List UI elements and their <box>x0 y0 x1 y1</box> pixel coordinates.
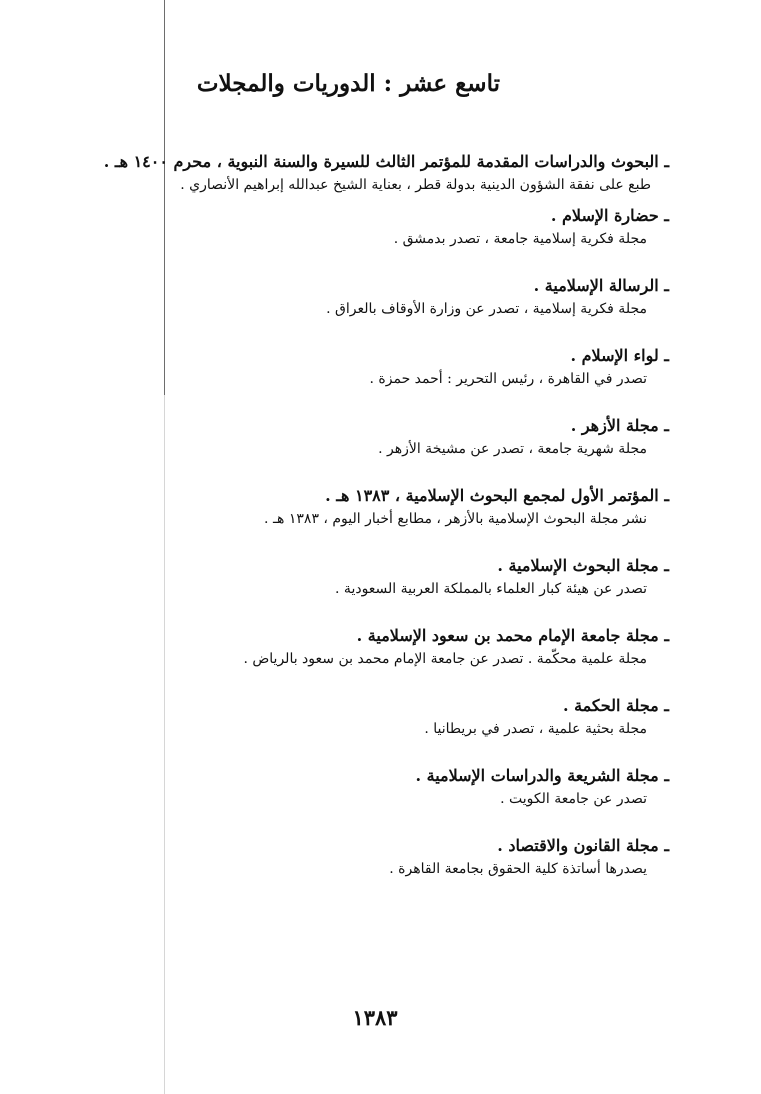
entry-heading: ـ حضارة الإسلام . <box>550 206 669 225</box>
entry-heading: ـ البحوث والدراسات المقدمة للمؤتمر الثالث للسيرة والسنة النبوية ، محرم ١٤٠٠ هـ . <box>103 152 669 171</box>
list-item <box>129 484 669 530</box>
entry-description: مجلة بحثية علمية ، تصدر في بريطانيا . <box>424 721 647 737</box>
list-item <box>129 624 669 670</box>
entry-heading: ـ مجلة الشريعة والدراسات الإسلامية . <box>415 766 669 785</box>
list-item <box>103 150 669 196</box>
list-item <box>129 764 669 810</box>
list-item <box>129 694 669 740</box>
list-item <box>129 414 669 460</box>
entry-description: مجلة شهرية جامعة ، تصدر عن مشيخة الأزهر . <box>378 441 647 457</box>
list-item <box>129 834 669 880</box>
entry-description: يصدرها أساتذة كلية الحقوق بجامعة القاهرة . <box>389 861 647 877</box>
entry-description: مجلة فكرية إسلامية ، تصدر عن وزارة الأوقاف بالعراق . <box>326 301 647 317</box>
entry-description: طبع على نفقة الشؤون الدينية بدولة قطر ، بعناية الشيخ عبدالله إبراهيم الأنصاري . <box>180 177 651 193</box>
entry-description: مجلة علمية محكّمة . تصدر عن جامعة الإمام محمد بن سعود بالرياض . <box>243 651 647 667</box>
entry-heading: ـ مجلة جامعة الإمام محمد بن سعود الإسلامية . <box>356 626 669 645</box>
entry-heading: ـ لواء الإسلام . <box>570 346 669 365</box>
entry-heading: ـ مجلة الحكمة . <box>562 696 669 715</box>
entry-heading: ـ مجلة الأزهر . <box>570 416 669 435</box>
entry-heading: ـ المؤتمر الأول لمجمع البحوث الإسلامية ، ١٣٨٣ هـ . <box>325 486 669 505</box>
periodicals-list <box>103 150 669 904</box>
entry-description: تصدر في القاهرة ، رئيس التحرير : أحمد حمزة . <box>369 371 647 387</box>
entry-description: مجلة فكرية إسلامية جامعة ، تصدر بدمشق . <box>393 231 647 247</box>
list-item <box>129 204 669 250</box>
entry-heading: ـ مجلة القانون والاقتصاد . <box>497 836 669 855</box>
page-number: ١٣٨٣ <box>352 1005 398 1030</box>
list-item <box>129 344 669 390</box>
list-item <box>129 274 669 320</box>
entry-heading: ـ مجلة البحوث الإسلامية . <box>497 556 669 575</box>
list-item <box>129 554 669 600</box>
entry-description: نشر مجلة البحوث الإسلامية بالأزهر ، مطابع أخبار اليوم ، ١٣٨٣ هـ . <box>264 511 647 527</box>
entry-description: تصدر عن هيئة كبار العلماء بالمملكة العربية السعودية . <box>335 581 647 597</box>
section-title: تاسع عشر : الدوريات والمجلات <box>196 70 500 97</box>
entry-description: تصدر عن جامعة الكويت . <box>500 791 647 807</box>
entry-heading: ـ الرسالة الإسلامية . <box>533 276 669 295</box>
